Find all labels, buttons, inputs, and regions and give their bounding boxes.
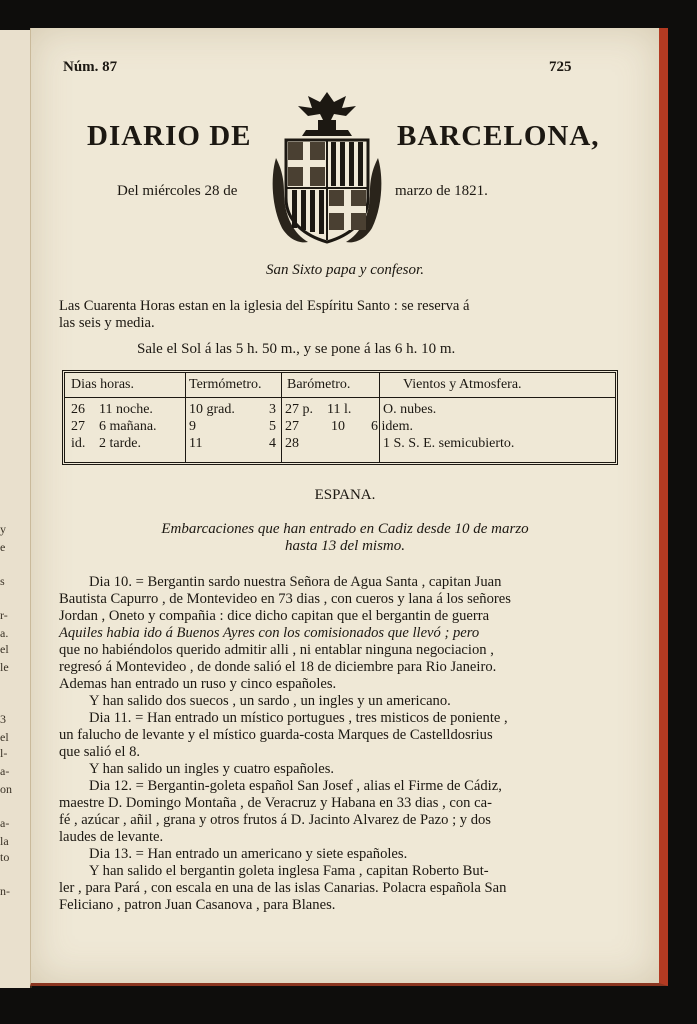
body-line: Dia 13. = Han entrado un americano y siete españoles. <box>89 846 408 862</box>
body-line: que no habiéndolos querido admitir alli , ni entablar ninguna negociacion , <box>59 642 494 658</box>
table-cell-barometer-inches: 27 <box>285 419 299 434</box>
section-title: ESPANA. <box>314 487 376 503</box>
body-line: Dia 12. = Bergantin-goleta español San Josef , alias el Firme de Cádiz, <box>89 778 502 794</box>
table-cell-thermometer: 9 <box>189 419 196 434</box>
table-cell-thermometer-fraction: 4 <box>269 436 276 451</box>
newspaper-page <box>30 28 668 986</box>
table-cell-wind: 1 S. S. E. semicubierto. <box>383 436 515 451</box>
left-page-fragment: e <box>0 540 6 554</box>
masthead-title-right: BARCELONA, <box>397 120 600 152</box>
body-line: Y han salido el bergantin goleta inglesa Fama , capitan Roberto But- <box>89 863 489 879</box>
table-cell-barometer-inches: 27 p. <box>285 402 313 417</box>
table-header: Barómetro. <box>287 377 351 392</box>
body-line: Bautista Capurro , de Montevideo en 73 dias , con cueros y lana á los señores <box>59 591 511 607</box>
left-page-fragment: la <box>0 834 9 848</box>
body-line: ler , para Pará , con escala en una de las islas Canarias. Polacra española San <box>59 880 507 896</box>
body-line: que salió el 8. <box>59 744 141 760</box>
table-cell-thermometer: 11 <box>189 436 203 451</box>
table-header: Vientos y Atmosfera. <box>403 377 522 392</box>
table-cell-wind: 6 idem. <box>371 419 413 434</box>
table-cell-day: 27 <box>71 419 85 434</box>
body-line: Aquiles habia ido á Buenos Ayres con los comisionados que llevó ; pero <box>59 625 480 641</box>
left-page-fragment: s <box>0 574 5 588</box>
left-page-fragment: el <box>0 642 9 656</box>
table-cell-barometer-inches: 28 <box>285 436 299 451</box>
table-divider <box>379 373 380 462</box>
table-header: Dias horas. <box>71 377 134 392</box>
table-cell-barometer-lines: 11 l. <box>327 402 352 417</box>
body-line: Y han salido un ingles y cuatro españoles. <box>89 761 335 777</box>
announcement-line: Las Cuarenta Horas estan en la iglesia del Espíritu Santo : se reserva á <box>59 298 470 314</box>
issue-number: Núm. 87 <box>63 59 118 75</box>
table-cell-wind: O. nubes. <box>383 402 437 417</box>
left-page-fragment: on <box>0 782 12 796</box>
section-subtitle: Embarcaciones que han entrado en Cadiz desde 10 de marzo <box>161 521 529 537</box>
left-page-fragment: le <box>0 660 9 674</box>
section-subtitle: hasta 13 del mismo. <box>285 538 405 554</box>
left-page-fragment: a- <box>0 816 10 830</box>
table-cell-thermometer-fraction: 5 <box>269 419 276 434</box>
table-header: Termómetro. <box>189 377 262 392</box>
weather-table <box>62 370 618 465</box>
left-page-fragment: a- <box>0 764 10 778</box>
left-page-fragment: r- <box>0 608 8 622</box>
table-divider <box>185 373 186 462</box>
left-page-fragment: el <box>0 730 9 744</box>
sunrise-sunset: Sale el Sol á las 5 h. 50 m., y se pone á las 6 h. 10 m. <box>137 341 456 357</box>
coat-of-arms-icon <box>268 88 386 246</box>
table-cell-day: id. <box>71 436 86 451</box>
table-cell-hour: 11 noche. <box>99 402 153 417</box>
announcement <box>59 298 622 332</box>
body-line: laudes de levante. <box>59 829 164 845</box>
body-line: fé , azúcar , añil , grana y otros frutos á D. Jacinto Alvarez de Pazo ; y dos <box>59 812 491 828</box>
left-page-fragment: 3 <box>0 712 6 726</box>
table-cell-barometer-lines: 10 <box>331 419 345 434</box>
table-cell-thermometer: 10 grad. <box>189 402 235 417</box>
table-cell-hour: 2 tarde. <box>99 436 141 451</box>
table-cell-hour: 6 mañana. <box>99 419 157 434</box>
body-line: Y han salido dos suecos , un sardo , un ingles y un americano. <box>89 693 451 709</box>
body-line: Feliciano , patron Juan Casanova , para Blanes. <box>59 897 336 913</box>
body-line: Dia 10. = Bergantin sardo nuestra Señora de Agua Santa , capitan Juan <box>89 574 502 590</box>
table-divider <box>281 373 282 462</box>
body-line: Dia 11. = Han entrado un místico portugues , tres misticos de poniente , <box>89 710 508 726</box>
announcement-line: las seis y media. <box>59 315 155 331</box>
left-page-fragment: y <box>0 522 6 536</box>
masthead-title-left: DIARIO DE <box>87 120 252 152</box>
table-cell-thermometer-fraction: 3 <box>269 402 276 417</box>
left-page-fragment: to <box>0 850 10 864</box>
left-page-fragment: l- <box>0 746 8 760</box>
body-line: un falucho de levante y el místico guarda-costa Marques de Castelldosrius <box>59 727 493 743</box>
adjacent-page <box>0 30 32 988</box>
page-number: 725 <box>549 59 572 75</box>
saint-of-the-day: San Sixto papa y confesor. <box>266 262 424 278</box>
table-rule <box>65 397 615 398</box>
body-line: maestre D. Domingo Montaña , de Veracruz y Habana en 33 dias , con ca- <box>59 795 492 811</box>
date-left: Del miércoles 28 de <box>117 183 238 199</box>
body-line: regresó á Montevideo , de donde salió el 18 de diciembre para Rio Janeiro. <box>59 659 497 675</box>
body-line: Jordan , Oneto y compañia : dice dicho capitan que el bergantin de guerra <box>59 608 490 624</box>
left-page-fragment: a. <box>0 626 9 640</box>
date-right: marzo de 1821. <box>395 183 488 199</box>
article-body <box>59 574 622 914</box>
left-page-fragment: n- <box>0 884 10 898</box>
body-line: Ademas han entrado un ruso y cinco españoles. <box>59 676 337 692</box>
table-cell-day: 26 <box>71 402 85 417</box>
